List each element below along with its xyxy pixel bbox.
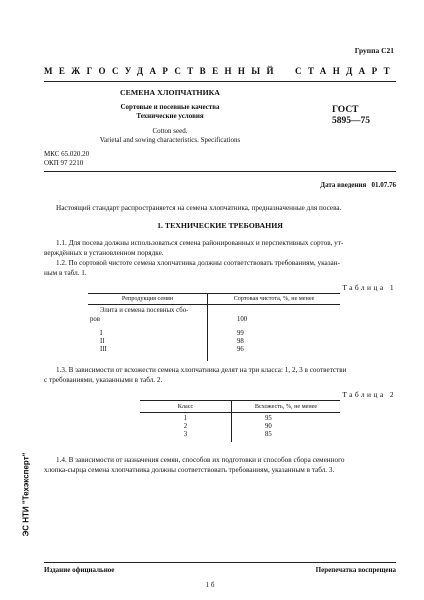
codes-rule [44,171,396,172]
table1-row-value: 96 [237,346,244,353]
table1-row-label: III [100,346,107,353]
para-1-3-line-2: с требованиями, указанными в табл. 2. [44,376,163,384]
table1-row-elite-label-a: Элита и семена посевных сбо- [100,307,189,314]
table2-row-value: 85 [265,431,272,438]
table2-row-label: 3 [183,431,188,438]
table1-row-value: 99 [237,330,244,337]
footer-reprint-prohibited: Перепечатка воспрещена [315,566,396,574]
intro-text: Настоящий стандарт распространяется на семена хлопчатника, предназначенные для посева. [56,204,342,212]
table1-col-reproduction: Репродукция семян [121,295,174,302]
para-1-2-line-1: 1.2. По сортовой чистоте семена хлопчатника должны соответствовать требованиям, указан- [56,259,340,267]
footer-official-edition: Издание официальное [44,566,115,574]
table1-row-value: 98 [237,338,244,345]
section-heading: 1. ТЕХНИЧЕСКИЕ ТРЕБОВАНИЯ [157,221,283,230]
gost-number: 5895—75 [332,116,370,126]
table1-row-label: I [100,330,103,337]
table2-col-class: Класс [177,403,194,410]
intro-date [320,181,396,190]
para-1-3-line-1: 1.3. В зависимости от всхожести семена хлопчатника делят на три класса: 1, 2, 3 в соответстви [56,366,347,374]
table2-row-label: 2 [183,423,188,430]
okp-code: ОКП 97 2210 [44,159,84,167]
table2-title: Таблица 2 [342,390,396,399]
table2-row-value: 90 [265,423,272,430]
intro-date-value: 01.07.76 [371,181,396,189]
intro-date-label: Дата введения [320,181,367,189]
para-1-4-line-2: хлопка-сырца семена хлопчатника должны соответствовать требованиям, указанным в табл. 3. [44,466,335,474]
org-line-right: СТАНДАРТ [294,66,396,76]
mks-code: МКС 65.020.20 [44,150,90,158]
doc-subtitle-2: Технические условия [136,112,204,120]
para-1-1-line-2: верждённых в установленном порядке. [44,249,164,257]
table2-row-value: 95 [265,415,272,422]
table1-row-label: II [100,338,105,345]
org-line-left: МЕЖГОСУДАРСТВЕННЫЙ [44,66,280,76]
gost-label: ГОСТ [332,105,359,115]
page-number: 1 б [205,581,215,589]
para-1-4-line-1: 1.4. В зависимости от назначения семян, способов их подготовки и способов сбора семенного [56,456,345,464]
doc-subtitle-1: Сортовые и посевные качества [120,103,220,111]
doc-title-en-2: Varietal and sowing characteristics. Specifications [99,136,241,144]
table1-col-purity: Сортовая чистота, %, не менее [233,295,315,302]
footer-rule [44,562,396,563]
table1-row-elite-value: 100 [237,316,248,323]
table2-col-germination: Всхожесть, %, не менее [254,403,318,410]
techexpert-stamp: ЭС НТИ "Техэксперт" [21,452,31,537]
doc-title-en-1: Cotton seed. [152,127,188,135]
table1-row-elite-label-b: ров [90,316,101,323]
header-rule [44,81,396,82]
group-code: Группа С21 [354,46,394,55]
para-1-2-line-2: ным в табл. 1. [44,269,87,277]
para-1-1-line-1: 1.1. Для посева должны использоваться семена районированных и перспективных сортов, ут- [56,239,344,247]
table1-title: Таблица 1 [342,283,396,292]
table2-row-label: 1 [183,415,188,422]
doc-title: СЕМЕНА ХЛОПЧАТНИКА [120,88,220,97]
